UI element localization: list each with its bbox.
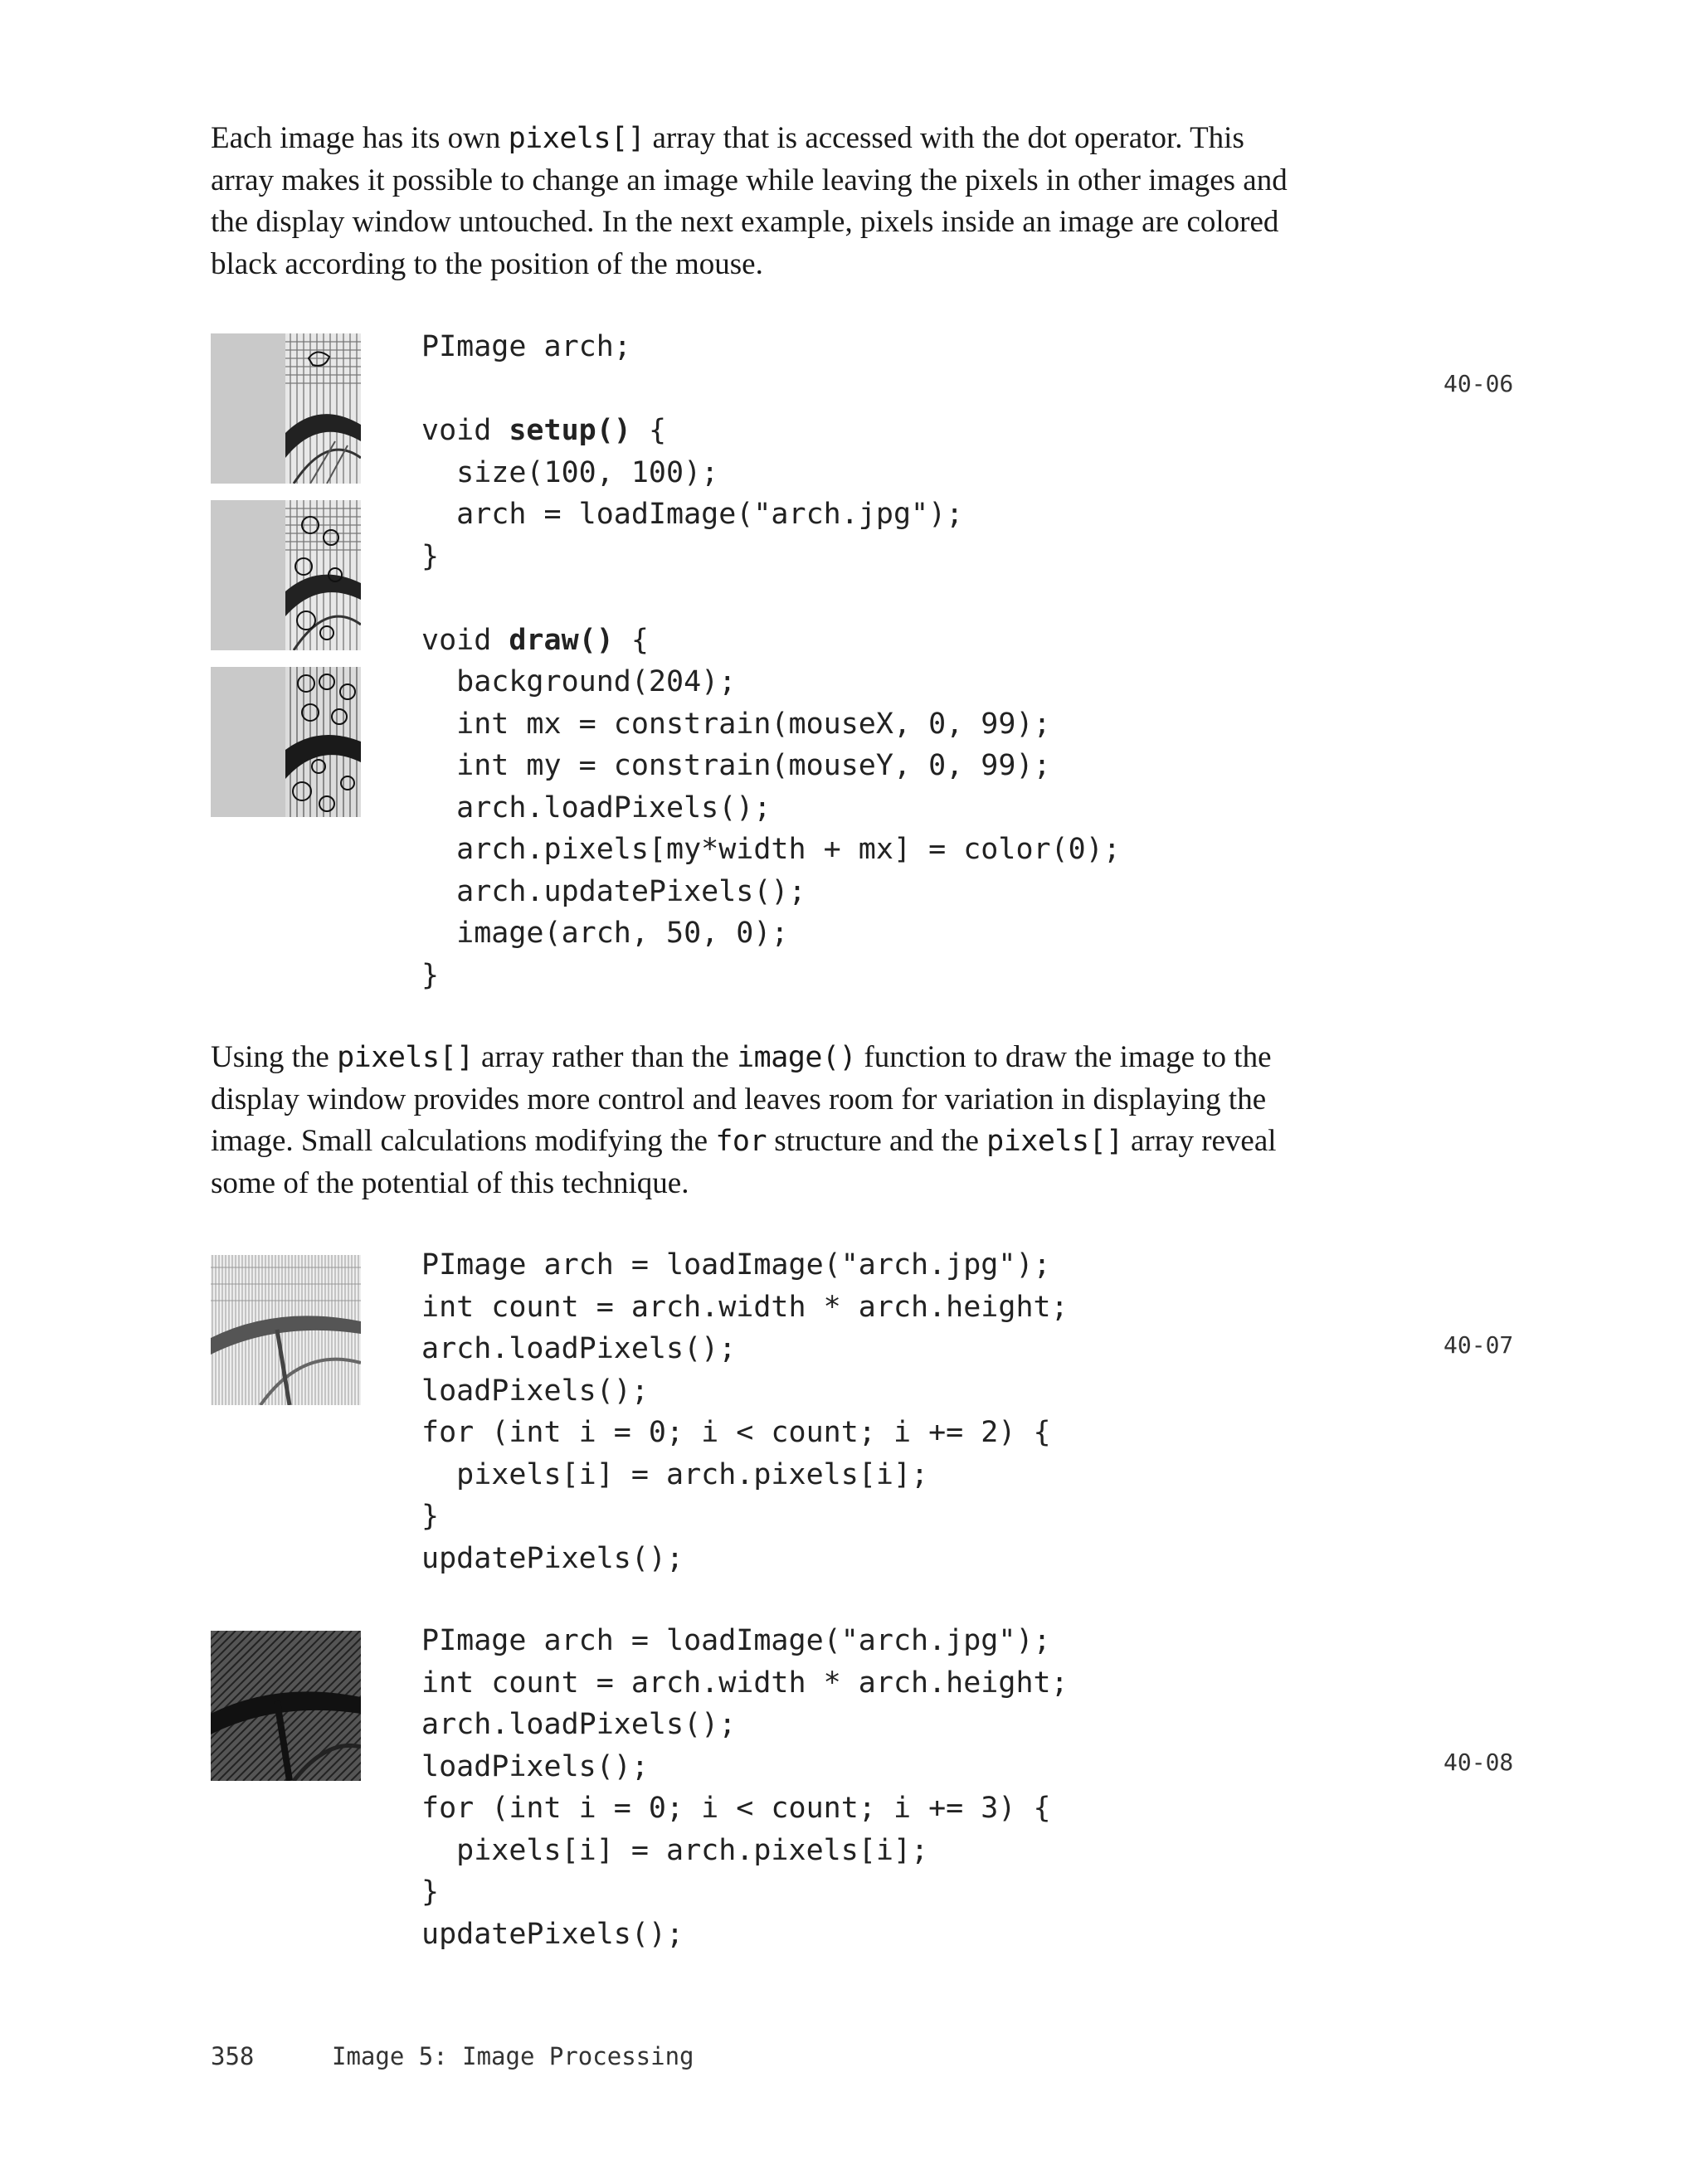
code-function-name: setup()	[509, 414, 631, 447]
code-text: void	[421, 414, 509, 447]
code-line	[421, 661, 1121, 703]
text-run: array makes it possible to change an image while leaving the pixels in other images and	[211, 163, 1288, 197]
code-line	[421, 787, 1121, 829]
code-text: PImage arch = loadImage("arch.jpg");	[421, 1624, 1051, 1657]
code-text: loadPixels();	[421, 1749, 649, 1783]
paragraph-line	[211, 160, 1430, 202]
example-40-06-output-frame-2	[211, 500, 361, 650]
code-text: {	[613, 623, 649, 657]
code-text: PImage arch = loadImage("arch.jpg");	[421, 1248, 1051, 1282]
code-text: loadPixels();	[421, 1374, 649, 1408]
code-line	[421, 1704, 1069, 1746]
code-text: PImage arch;	[421, 330, 631, 363]
code-line	[421, 1620, 1069, 1662]
paragraph-line	[211, 1037, 1430, 1079]
code-line	[421, 1830, 1069, 1872]
code-line	[421, 745, 1121, 787]
text-run: the display window untouched. In the next example, pixels inside an image are colored	[211, 205, 1279, 239]
example-40-06-output-frame-3	[211, 667, 361, 817]
text-run: array rather than the	[473, 1040, 738, 1074]
code-line	[421, 1412, 1069, 1454]
chapter-title: Image 5: Image Processing	[332, 2042, 694, 2070]
paragraph-line	[211, 1121, 1430, 1163]
code-line	[421, 1496, 1069, 1538]
example-40-06-output-frame-1	[211, 333, 361, 484]
code-line	[421, 829, 1121, 871]
code-line	[421, 1662, 1069, 1705]
example-40-08-output	[211, 1631, 361, 1781]
code-line	[421, 912, 1121, 955]
code-line	[421, 1538, 1069, 1580]
code-function-name: draw()	[509, 623, 614, 657]
code-text: int mx = constrain(mouseX, 0, 99);	[421, 707, 1051, 741]
code-text: int count = arch.width * arch.height;	[421, 1666, 1069, 1700]
code-line	[421, 1788, 1069, 1830]
code-line	[421, 326, 1121, 368]
text-run: Using the	[211, 1040, 338, 1074]
text-run: some of the potential of this technique.	[211, 1165, 689, 1200]
code-line	[421, 1370, 1069, 1413]
example-number-40-08: 40-08	[1443, 1749, 1514, 1776]
code-text: int count = arch.width * arch.height;	[421, 1290, 1069, 1324]
inline-code: pixels[]	[986, 1125, 1123, 1158]
example-number-40-06: 40-06	[1443, 370, 1514, 397]
code-line	[421, 1871, 1069, 1914]
code-text: }	[421, 1875, 440, 1909]
code-text: arch.loadPixels();	[421, 1332, 737, 1365]
code-text: image(arch, 50, 0);	[421, 917, 789, 950]
paragraph-line	[211, 202, 1430, 244]
example-40-06-code	[421, 326, 1121, 996]
text-run: black according to the position of the mouse.	[211, 246, 763, 281]
code-line	[421, 410, 1121, 452]
example-number-40-07: 40-07	[1443, 1331, 1514, 1359]
code-text: arch.pixels[my*width + mx] = color(0);	[421, 833, 1121, 866]
code-text: arch.loadPixels();	[421, 1708, 737, 1741]
code-line	[421, 577, 1121, 620]
code-line	[421, 1328, 1069, 1370]
text-run: display window provides more control and leaves room for variation in displaying the	[211, 1082, 1267, 1116]
example-40-07-output	[211, 1255, 361, 1405]
paragraph-line	[211, 1079, 1430, 1121]
code-text: arch.loadPixels();	[421, 790, 772, 824]
code-text: size(100, 100);	[421, 455, 719, 489]
code-line	[421, 955, 1121, 997]
text-run: image. Small calculations modifying the	[211, 1124, 716, 1158]
inline-code: image()	[737, 1041, 857, 1074]
code-text: void	[421, 623, 509, 657]
code-text: pixels[i] = arch.pixels[i];	[421, 1833, 929, 1867]
inline-code: pixels[]	[337, 1041, 474, 1074]
inline-code: pixels[]	[508, 122, 645, 155]
code-line	[421, 452, 1121, 494]
code-text: arch.updatePixels();	[421, 874, 806, 908]
inline-code: for	[715, 1125, 767, 1158]
intro-paragraph	[211, 118, 1430, 285]
code-text: updatePixels();	[421, 1917, 684, 1951]
code-text: }	[421, 1500, 440, 1533]
code-text: {	[630, 414, 667, 447]
code-line	[421, 1914, 1069, 1956]
text-run: structure and the	[767, 1124, 987, 1158]
code-line	[421, 871, 1121, 913]
code-text: int my = constrain(mouseY, 0, 99);	[421, 749, 1051, 782]
text-run: Each image has its own	[211, 121, 509, 155]
code-text: for (int i = 0; i < count; i += 3) {	[421, 1792, 1051, 1825]
code-line	[421, 536, 1121, 578]
paragraph-line	[211, 244, 1430, 286]
code-text: }	[421, 958, 440, 992]
text-run: function to draw the image to the	[856, 1040, 1272, 1074]
code-text: background(204);	[421, 665, 737, 698]
code-text: arch = loadImage("arch.jpg");	[421, 498, 964, 531]
paragraph-line	[211, 118, 1430, 160]
code-text: pixels[i] = arch.pixels[i];	[421, 1457, 929, 1491]
page-number: 358	[211, 2042, 255, 2070]
code-text: updatePixels();	[421, 1541, 684, 1575]
code-line	[421, 620, 1121, 662]
code-line	[421, 1287, 1069, 1329]
middle-paragraph	[211, 1037, 1430, 1204]
code-text: }	[421, 539, 440, 573]
code-line	[421, 1454, 1069, 1496]
example-40-07-code	[421, 1244, 1069, 1579]
code-line	[421, 703, 1121, 746]
code-line	[421, 368, 1121, 411]
text-run: array that is accessed with the dot operator. This	[645, 121, 1244, 155]
paragraph-line	[211, 1163, 1430, 1205]
code-line	[421, 1244, 1069, 1287]
code-text: for (int i = 0; i < count; i += 2) {	[421, 1416, 1051, 1449]
code-line	[421, 494, 1121, 536]
text-run: array reveal	[1122, 1124, 1277, 1158]
example-40-08-code	[421, 1620, 1069, 1955]
code-line	[421, 1746, 1069, 1788]
